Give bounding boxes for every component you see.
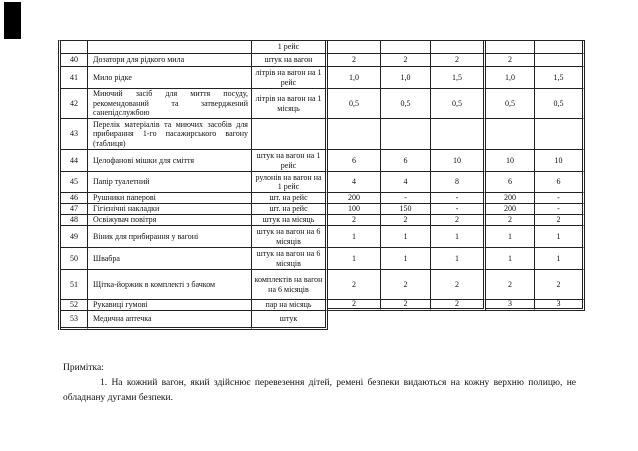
item-name-text: Целофанові мішки для сміття	[93, 155, 195, 165]
cell-unit: штук на вагон	[252, 54, 328, 67]
item-name-text: Дозатори для рідкого мила	[93, 55, 185, 65]
item-name-text: Перелік матеріалів та миючих засобів для прибирання 1-го пасажирського вагону (таблиця)	[93, 119, 248, 148]
cell-item-name	[88, 226, 252, 248]
cell-row-number	[61, 41, 88, 54]
note-label: Примітка:	[63, 363, 104, 373]
cell-unit: шт. на рейс	[252, 204, 328, 215]
cell-value: 200	[328, 193, 381, 204]
cell-value: 4	[328, 172, 381, 193]
cell-value: 6	[381, 150, 431, 172]
cell-value: 1,5	[535, 67, 585, 89]
cell-value: 6	[535, 172, 585, 193]
cell-value: 2	[328, 270, 381, 300]
cell-value	[486, 119, 535, 150]
cell-item-name	[88, 119, 252, 150]
cell-row-number: 44	[61, 150, 88, 172]
item-name-text: Папір туалетний	[93, 177, 150, 187]
cell-item-name	[88, 41, 252, 54]
table-row	[61, 67, 585, 89]
cell-unit: рулонів на вагон на 1 рейс	[252, 172, 328, 193]
cell-row-number: 47	[61, 204, 88, 215]
item-name-text: Швабра	[93, 253, 120, 263]
table-row	[61, 172, 585, 193]
cell-value: 1	[486, 226, 535, 248]
cell-value: 1	[535, 248, 585, 270]
cell-value: 3	[486, 300, 535, 311]
cell-value: -	[535, 204, 585, 215]
table-row	[61, 300, 585, 311]
cell-item-name	[88, 215, 252, 226]
cell-row-number: 51	[61, 270, 88, 300]
cell-row-number: 45	[61, 172, 88, 193]
table-row	[61, 215, 585, 226]
cell-row-number: 43	[61, 119, 88, 150]
cell-value	[535, 119, 585, 150]
cell-item-name	[88, 311, 252, 330]
supply-table	[58, 40, 585, 330]
cell-value: 2	[431, 215, 486, 226]
cell-item-name	[88, 248, 252, 270]
cell-row-number: 42	[61, 89, 88, 119]
item-name-text: Медична аптечка	[93, 314, 152, 324]
cell-value: 1,5	[431, 67, 486, 89]
cell-value: 2	[328, 215, 381, 226]
cell-value: -	[431, 204, 486, 215]
item-name-text: Щітка-йоржик в комплекті з бачком	[93, 279, 216, 289]
cell-value: 10	[535, 150, 585, 172]
cell-value: 2	[486, 270, 535, 300]
table-row	[61, 226, 585, 248]
cell-row-number: 48	[61, 215, 88, 226]
note-block	[63, 361, 576, 406]
cell-value: 2	[328, 54, 381, 67]
item-name-text: Мило рідке	[93, 72, 132, 82]
cell-value	[431, 119, 486, 150]
cell-value: 2	[486, 54, 535, 67]
cell-value: 10	[431, 150, 486, 172]
table-row	[61, 204, 585, 215]
cell-value: 0,5	[328, 89, 381, 119]
cell-value: -	[381, 193, 431, 204]
cell-value: 0,5	[535, 89, 585, 119]
cell-value: 0,5	[431, 89, 486, 119]
cell-unit: штук на вагон на 1 рейс	[252, 150, 328, 172]
cell-value: -	[431, 193, 486, 204]
item-name-text: Гігієнічні накладки	[93, 204, 160, 214]
cell-value: 1	[431, 226, 486, 248]
cell-value: 2	[535, 215, 585, 226]
cell-unit: комплектів на вагон на 6 місяців	[252, 270, 328, 300]
cell-value: 6	[328, 150, 381, 172]
cell-row-number: 53	[61, 311, 88, 330]
cell-value: 2	[328, 300, 381, 311]
cell-row-number: 40	[61, 54, 88, 67]
black-redaction-mark	[4, 2, 21, 39]
cell-value: 150	[381, 204, 431, 215]
cell-row-number: 52	[61, 300, 88, 311]
cell-item-name	[88, 150, 252, 172]
item-name-text: Віник для прибирання у вагоні	[93, 231, 199, 241]
cell-item-name	[88, 172, 252, 193]
cell-item-name	[88, 54, 252, 67]
cell-unit: 1 рейс	[252, 41, 328, 54]
cell-value	[381, 119, 431, 150]
cell-item-name	[88, 89, 252, 119]
cell-unit: пар на місяць	[252, 300, 328, 311]
cell-value: 6	[486, 172, 535, 193]
cell-value	[328, 119, 381, 150]
cell-item-name	[88, 67, 252, 89]
cell-item-name	[88, 270, 252, 300]
item-name-text: Рушники паперові	[93, 193, 156, 203]
cell-value: 200	[486, 193, 535, 204]
table-row	[61, 311, 585, 330]
cell-value: 2	[486, 215, 535, 226]
table-row	[61, 248, 585, 270]
cell-unit	[252, 119, 328, 150]
cell-value: 200	[486, 204, 535, 215]
cell-row-number: 49	[61, 226, 88, 248]
cell-row-number: 46	[61, 193, 88, 204]
table-row	[61, 89, 585, 119]
cell-unit: літрів на вагон на 1 місяць	[252, 89, 328, 119]
cell-unit: літрів на вагон на 1 рейс	[252, 67, 328, 89]
cell-value	[381, 41, 431, 54]
table-row	[61, 193, 585, 204]
cell-value	[486, 41, 535, 54]
cell-value: 1,0	[328, 67, 381, 89]
cell-value: 1,0	[486, 67, 535, 89]
cell-value: -	[535, 193, 585, 204]
item-name-text: Миючий засіб для миття посуду, рекомендований та затверджений санепідслужбою	[93, 89, 248, 118]
cell-row-number: 50	[61, 248, 88, 270]
cell-unit: штук	[252, 311, 328, 330]
cell-value: 2	[431, 270, 486, 300]
cell-value: 1	[535, 226, 585, 248]
cell-item-name	[88, 204, 252, 215]
table-row	[61, 150, 585, 172]
cell-value	[328, 41, 381, 54]
cell-unit: штук на вагон на 6 місяців	[252, 248, 328, 270]
cell-item-name	[88, 193, 252, 204]
cell-value: 1	[328, 226, 381, 248]
cell-value	[535, 54, 585, 67]
cell-value: 0,5	[381, 89, 431, 119]
cell-value: 8	[431, 172, 486, 193]
cell-item-name	[88, 300, 252, 311]
cell-value	[535, 41, 585, 54]
cell-value: 0,5	[486, 89, 535, 119]
cell-value: 3	[535, 300, 585, 311]
cell-value: 4	[381, 172, 431, 193]
item-name-text: Освіжувач повітря	[93, 215, 157, 225]
cell-value: 1,0	[381, 67, 431, 89]
cell-value: 2	[431, 54, 486, 67]
note-paragraph: 1. На кожний вагон, який здійснює перевезення дітей, ремені безпеки видаються на кожну верхню полицю, не обладнану дугами безпеки.	[63, 378, 576, 403]
cell-value: 1	[381, 248, 431, 270]
cell-value: 1	[381, 226, 431, 248]
table-row	[61, 41, 585, 54]
cell-value: 2	[535, 270, 585, 300]
cell-value: 2	[381, 215, 431, 226]
cell-value	[431, 41, 486, 54]
cell-unit: штук на вагон на 6 місяців	[252, 226, 328, 248]
table-row	[61, 119, 585, 150]
cell-unit: штук на місяць	[252, 215, 328, 226]
cell-value: 1	[328, 248, 381, 270]
cell-unit: шт. на рейс	[252, 193, 328, 204]
cell-value: 1	[431, 248, 486, 270]
table-row	[61, 54, 585, 67]
cell-value: 2	[381, 270, 431, 300]
cell-value: 2	[381, 54, 431, 67]
cell-value: 2	[381, 300, 431, 311]
cell-value: 1	[486, 248, 535, 270]
item-name-text: Рукавиці гумові	[93, 300, 148, 310]
table-row	[61, 270, 585, 300]
cell-row-number: 41	[61, 67, 88, 89]
cell-value: 2	[431, 300, 486, 311]
cell-value: 100	[328, 204, 381, 215]
cell-value: 10	[486, 150, 535, 172]
